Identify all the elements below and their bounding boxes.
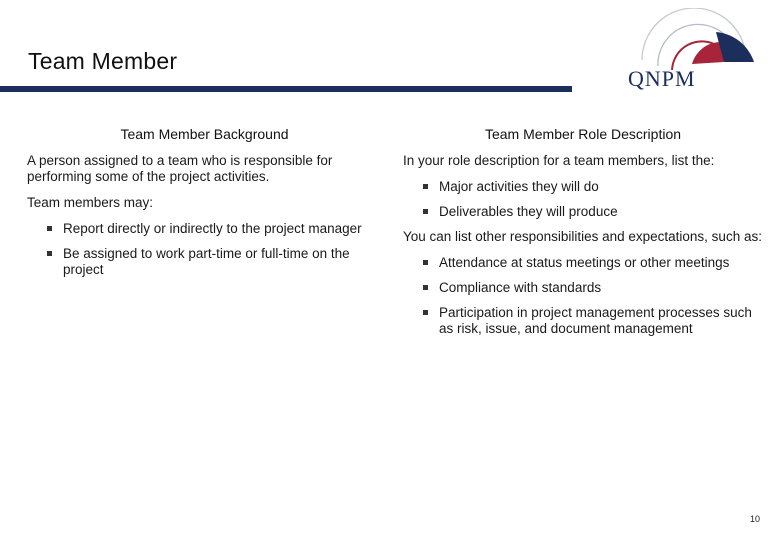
list-item-text: Report directly or indirectly to the project manager — [63, 221, 362, 236]
list-item — [403, 179, 763, 195]
list-item — [403, 204, 763, 220]
list-item — [403, 305, 763, 337]
other-responsibilities-list — [403, 255, 763, 337]
list-item-text: Major activities they will do — [439, 179, 599, 194]
bullet-square-icon — [47, 251, 52, 256]
role-description-column — [403, 126, 763, 346]
list-item-text: Compliance with standards — [439, 280, 602, 295]
bullet-square-icon — [423, 260, 428, 265]
background-definition: A person assigned to a team who is responsible for performing some of the project activities. — [27, 153, 333, 184]
list-item — [27, 221, 382, 237]
list-item-text: Deliverables they will produce — [439, 204, 618, 219]
team-members-may-text: Team members may: — [27, 195, 154, 210]
list-item-text: Participation in project management processes such as risk, issue, and document management — [439, 305, 752, 336]
bullet-square-icon — [423, 310, 428, 315]
bullet-square-icon — [423, 184, 428, 189]
list-item-text: Be assigned to work part-time or full-time on the project — [63, 246, 350, 277]
other-responsibilities-text: You can list other responsibilities and expectations, such as: — [403, 229, 762, 244]
bullet-square-icon — [423, 209, 428, 214]
list-item — [403, 280, 763, 296]
list-item-text: Attendance at status meetings or other meetings — [439, 255, 730, 270]
role-activities-list — [403, 179, 763, 220]
list-item — [403, 255, 763, 271]
logo-wordmark: QNPM — [628, 66, 696, 91]
bullet-square-icon — [423, 285, 428, 290]
logo-red-wedge — [692, 42, 724, 64]
page-number: 10 — [749, 514, 760, 524]
background-heading: Team Member Background — [120, 126, 289, 142]
list-item — [27, 246, 382, 278]
team-member-background-column — [27, 126, 382, 287]
role-description-heading: Team Member Role Description — [484, 126, 682, 142]
slide-title: Team Member — [28, 48, 178, 74]
bullet-square-icon — [47, 226, 52, 231]
title-underline-bar — [0, 86, 572, 92]
background-bullet-list — [27, 221, 382, 278]
role-description-intro: In your role description for a team members, list the: — [403, 153, 715, 168]
